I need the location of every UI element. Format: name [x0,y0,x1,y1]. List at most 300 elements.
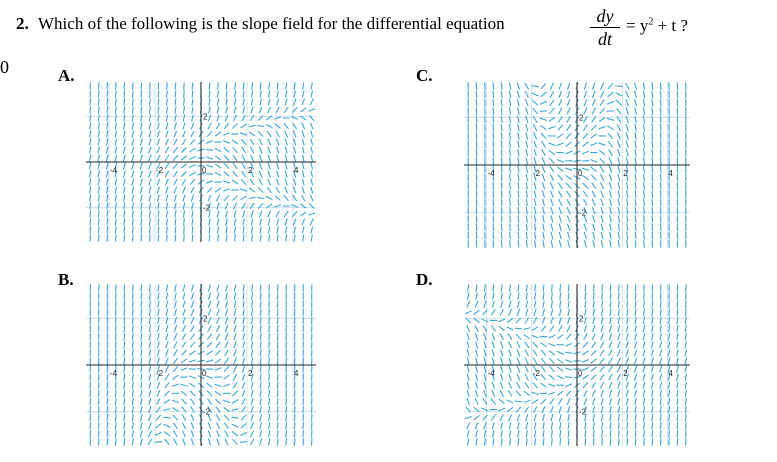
slope-segment [585,422,586,429]
y-tick-label: -2 [203,203,211,213]
slope-segment [617,124,620,131]
slope-segment [551,317,554,324]
slope-segment [593,284,594,291]
slope-segment [192,226,193,233]
slope-segment [124,122,125,129]
slope-segment [652,107,653,114]
slope-segment [260,333,261,340]
slope-segment [558,183,562,189]
slope-segment [165,439,170,444]
slope-segment [217,210,219,217]
slope-segment [132,414,133,421]
slope-segment [610,301,611,308]
slope-segment [533,383,538,388]
slope-segment [225,325,227,332]
slope-segment [518,124,519,131]
slope-segment [618,199,619,206]
slope-segment [157,398,160,404]
slope-segment [183,195,185,202]
slope-segment [277,171,279,178]
slope-segment [565,368,572,370]
slope-segment [165,374,169,380]
slope-segment [252,226,253,233]
slope-segment [468,438,469,445]
slope-segment [124,90,125,97]
slope-segment [652,406,653,413]
slope-segment [149,349,150,356]
slope-segment [252,301,253,308]
slope-segment [501,293,502,300]
slope-segment [140,438,142,445]
slope-segment [568,309,569,316]
slope-segment [626,333,628,340]
slope-segment [156,415,161,421]
slope-segment [268,171,271,178]
slope-segment [191,285,193,292]
slope-segment [518,190,519,197]
slope-segment [593,414,594,421]
slope-segment [610,309,611,316]
slope-segment [567,125,571,131]
slope-segment [294,430,295,437]
slope-segment [90,106,91,113]
slope-segment [158,90,159,97]
slope-segment [165,139,168,146]
slope-segment [311,146,313,153]
slope-segment [98,170,100,177]
slope-segment [124,234,125,241]
slope-segment [635,182,636,189]
slope-segment [565,151,572,154]
slope-segment [175,98,176,105]
slope-segment [610,232,611,239]
slope-segment [501,141,502,148]
slope-segment [677,317,678,324]
slope-segment [510,224,511,231]
slope-segment [149,187,151,194]
slope-segment [149,341,150,348]
slope-segment [652,414,653,421]
slope-segment [501,357,503,364]
slope-segment [501,349,503,356]
slope-segment [182,422,185,429]
slope-segment [260,293,261,300]
slope-segment [567,398,570,405]
slope-segment [267,187,271,193]
slope-segment [510,199,511,206]
slope-segment [149,139,151,146]
slope-segment [175,234,176,241]
slope-segment [183,439,185,446]
slope-segment [567,325,570,332]
slope-segment [217,439,219,446]
slope-segment [277,219,279,226]
slope-segment [234,301,235,308]
slope-segment [277,365,278,372]
slope-segment [174,431,178,437]
slope-segment [585,284,586,291]
slope-segment [601,215,603,222]
slope-segment [618,190,619,197]
slope-segment [499,326,504,331]
slope-segment [627,430,628,437]
slope-segment [635,333,637,340]
slope-segment [644,430,645,437]
slope-segment [158,301,159,308]
slope-segment [565,343,572,346]
slope-segment [618,232,619,239]
slope-segment [652,390,653,397]
slope-segment [644,190,645,197]
slope-segment [158,349,160,356]
slope-segment [98,162,100,169]
slope-segment [251,406,253,413]
y-tick-label: 2 [579,314,584,324]
slope-segment [233,195,238,200]
slope-segment [277,406,278,413]
slope-segment [685,382,686,389]
slope-segment [149,114,150,121]
slope-segment [158,202,159,209]
slope-segment [467,398,470,405]
slope-segment [252,293,253,300]
slope-segment [660,82,661,89]
slope-segment [115,202,116,209]
slope-segment [172,400,179,402]
slope-segment [492,349,494,356]
slope-segment [525,342,529,348]
slope-segment [600,91,604,98]
slope-segment [266,196,272,199]
slope-segment [643,341,645,348]
slope-segment [551,240,553,247]
slope-segment [668,390,669,397]
slope-field-b[interactable] [86,284,316,446]
slope-segment [558,125,563,130]
slope-segment [543,301,544,308]
slope-segment [476,293,478,300]
slope-segment [526,430,527,437]
slope-segment [501,284,502,291]
slope-segment [635,141,636,148]
slope-segment [585,430,586,437]
slope-segment [616,108,621,114]
slope-segment [677,301,678,308]
slope-segment [526,438,527,445]
slope-segment [311,131,313,138]
slope-segment [542,149,546,155]
slope-segment [526,190,527,197]
slope-segment [173,358,177,364]
slope-segment [635,207,636,214]
slope-segment [233,155,237,161]
slope-segment [509,422,511,429]
slope-segment [267,131,271,137]
slope-segment [115,210,116,217]
slope-segment [509,414,512,421]
slope-segment [148,439,152,445]
slope-segment [250,439,254,445]
slope-segment [124,398,125,405]
slope-segment [132,430,133,437]
slope-segment [207,398,211,404]
slope-segment [90,170,91,177]
slope-segment [610,430,611,437]
slope-segment [501,165,502,172]
slope-segment [217,203,219,210]
slope-segment [175,301,177,308]
slope-segment [141,234,142,241]
slope-segment [240,189,247,191]
slope-segment [507,400,514,403]
slope-segment [124,284,125,291]
slope-segment [149,414,152,421]
slope-segment [217,115,219,122]
slope-segment [293,123,297,129]
slope-segment [566,142,572,147]
slope-segment [660,406,661,413]
slope-segment [584,333,587,339]
slope-segment [510,116,511,123]
slope-segment [260,98,262,105]
slope-segment [601,333,604,340]
slope-segment [559,199,562,206]
slope-segment [618,390,620,397]
slope-segment [141,382,142,389]
slope-segment [258,131,263,136]
slope-segment [609,149,613,155]
slope-segment [208,430,210,437]
slope-segment [627,232,628,239]
slope-segment [191,301,193,308]
slope-segment [600,108,605,114]
slope-segment [166,358,169,365]
slope-segment [141,301,142,308]
slope-segment [209,90,210,97]
slope-segment [294,234,295,241]
slope-segment [677,293,678,300]
slope-segment [269,365,270,372]
slope-segment [251,414,254,421]
slope-segment [166,341,168,348]
slope-segment [181,359,187,363]
slope-segment [509,374,511,381]
slope-segment [260,390,261,397]
slope-segment [644,215,645,222]
slope-segment [626,116,628,123]
slope-segment [260,234,261,241]
slope-segment [510,182,511,189]
slope-segment [592,199,595,206]
slope-segment [115,438,116,445]
slope-segment [484,284,485,291]
slope-segment [232,400,238,404]
slope-segment [234,317,236,324]
slope-segment [268,219,270,226]
slope-segment [493,132,494,139]
slope-segment [593,215,595,222]
slope-segment [593,232,595,239]
slope-segment [293,131,296,138]
slope-segment [518,301,520,308]
slope-segment [615,93,622,96]
slope-segment [541,343,547,347]
slope-field-c[interactable] [464,82,690,248]
slope-segment [158,98,159,105]
slope-segment [543,190,545,197]
slope-segment [526,422,527,429]
slope-segment [234,333,236,340]
slope-segment [260,398,261,405]
slope-segment [218,234,219,241]
rhs-suffix: + t ? [653,16,688,35]
slope-segment [225,431,229,437]
slope-segment [226,293,228,300]
slope-segment [635,382,637,389]
y-tick-label: 2 [579,113,584,123]
slope-segment [568,83,570,90]
slope-field-d-plot [464,284,690,446]
slope-segment [243,366,245,373]
slope-segment [260,218,262,225]
slope-segment [607,101,614,104]
slope-segment [277,414,278,421]
slope-segment [140,171,142,178]
slope-segment [677,374,678,381]
slope-segment [652,182,653,189]
slope-segment [192,234,193,241]
slope-segment [277,325,278,332]
slope-segment [644,141,645,148]
slope-segment [483,325,487,331]
slope-segment [124,106,125,113]
slope-segment [501,199,502,206]
slope-segment [257,126,264,127]
slope-segment [548,344,555,346]
slope-segment [98,98,99,105]
y-tick-label: -2 [579,407,587,417]
slope-segment [277,234,278,241]
slope-segment [652,430,653,437]
slope-segment [225,203,228,210]
slope-segment [524,334,530,338]
slope-segment [107,438,108,445]
slope-segment [241,196,247,200]
slope-segment [644,309,645,316]
slope-segment [107,218,108,225]
slope-segment [484,430,485,437]
slope-segment [224,163,229,168]
slope-segment [501,224,502,231]
slope-segment [240,442,247,443]
slope-segment [475,333,477,340]
slope-field-a[interactable] [86,82,316,242]
slope-segment [132,194,133,201]
slope-segment [501,422,503,429]
slope-segment [189,148,195,152]
slope-segment [174,317,176,324]
slope-segment [124,422,125,429]
slope-segment [191,195,193,202]
slope-segment [567,99,570,106]
slope-segment [526,215,527,222]
slope-segment [133,234,134,241]
slope-segment [535,240,536,247]
slope-segment [308,213,315,215]
slope-segment [242,407,246,413]
slope-segment [141,122,142,129]
slope-segment [124,186,125,193]
slope-segment [634,366,637,373]
slope-segment [626,132,628,139]
slope-segment [602,293,603,300]
slope-segment [565,168,572,170]
slope-segment [652,293,653,300]
slope-segment [585,309,586,316]
slope-segment [584,83,586,90]
slope-segment [215,172,222,175]
slope-segment [510,174,511,181]
slope-segment [660,430,661,437]
slope-segment [158,234,159,241]
slope-segment [99,90,100,97]
slope-segment [285,155,287,162]
slope-segment [644,157,645,164]
slope-segment [549,158,554,164]
slope-segment [192,210,193,217]
slope-segment [294,226,295,233]
slope-segment [294,82,295,89]
slope-segment [686,293,687,300]
slope-segment [294,155,296,162]
slope-segment [98,194,99,201]
slope-segment [115,122,116,129]
slope-segment [286,414,287,421]
slope-segment [526,414,528,421]
slope-segment [107,130,108,137]
slope-segment [90,178,91,185]
slope-segment [660,165,661,172]
slope-segment [223,189,230,192]
slope-segment [609,350,613,356]
slope-segment [558,325,562,331]
x-tick-label: 2 [623,369,628,378]
slope-segment [543,309,545,316]
slope-segment [525,382,529,388]
slope-segment [668,333,669,340]
slope-segment [98,186,99,193]
slope-segment [149,171,152,178]
slope-segment [277,341,278,348]
slope-segment [260,406,261,413]
slope-segment [560,438,561,445]
slope-segment [216,123,220,129]
slope-segment [517,83,519,90]
slope-segment [141,422,143,429]
slope-segment [98,106,99,113]
slope-field-d[interactable] [464,284,690,446]
slope-segment [260,374,261,381]
slope-segment [124,114,125,121]
slope-segment [566,191,570,197]
slope-segment [548,143,555,146]
slope-segment [285,179,287,186]
slope-segment [557,334,563,338]
slope-segment [232,409,239,411]
slope-segment [609,390,611,397]
slope-field-b-plot [86,284,316,446]
slope-segment [552,284,553,291]
